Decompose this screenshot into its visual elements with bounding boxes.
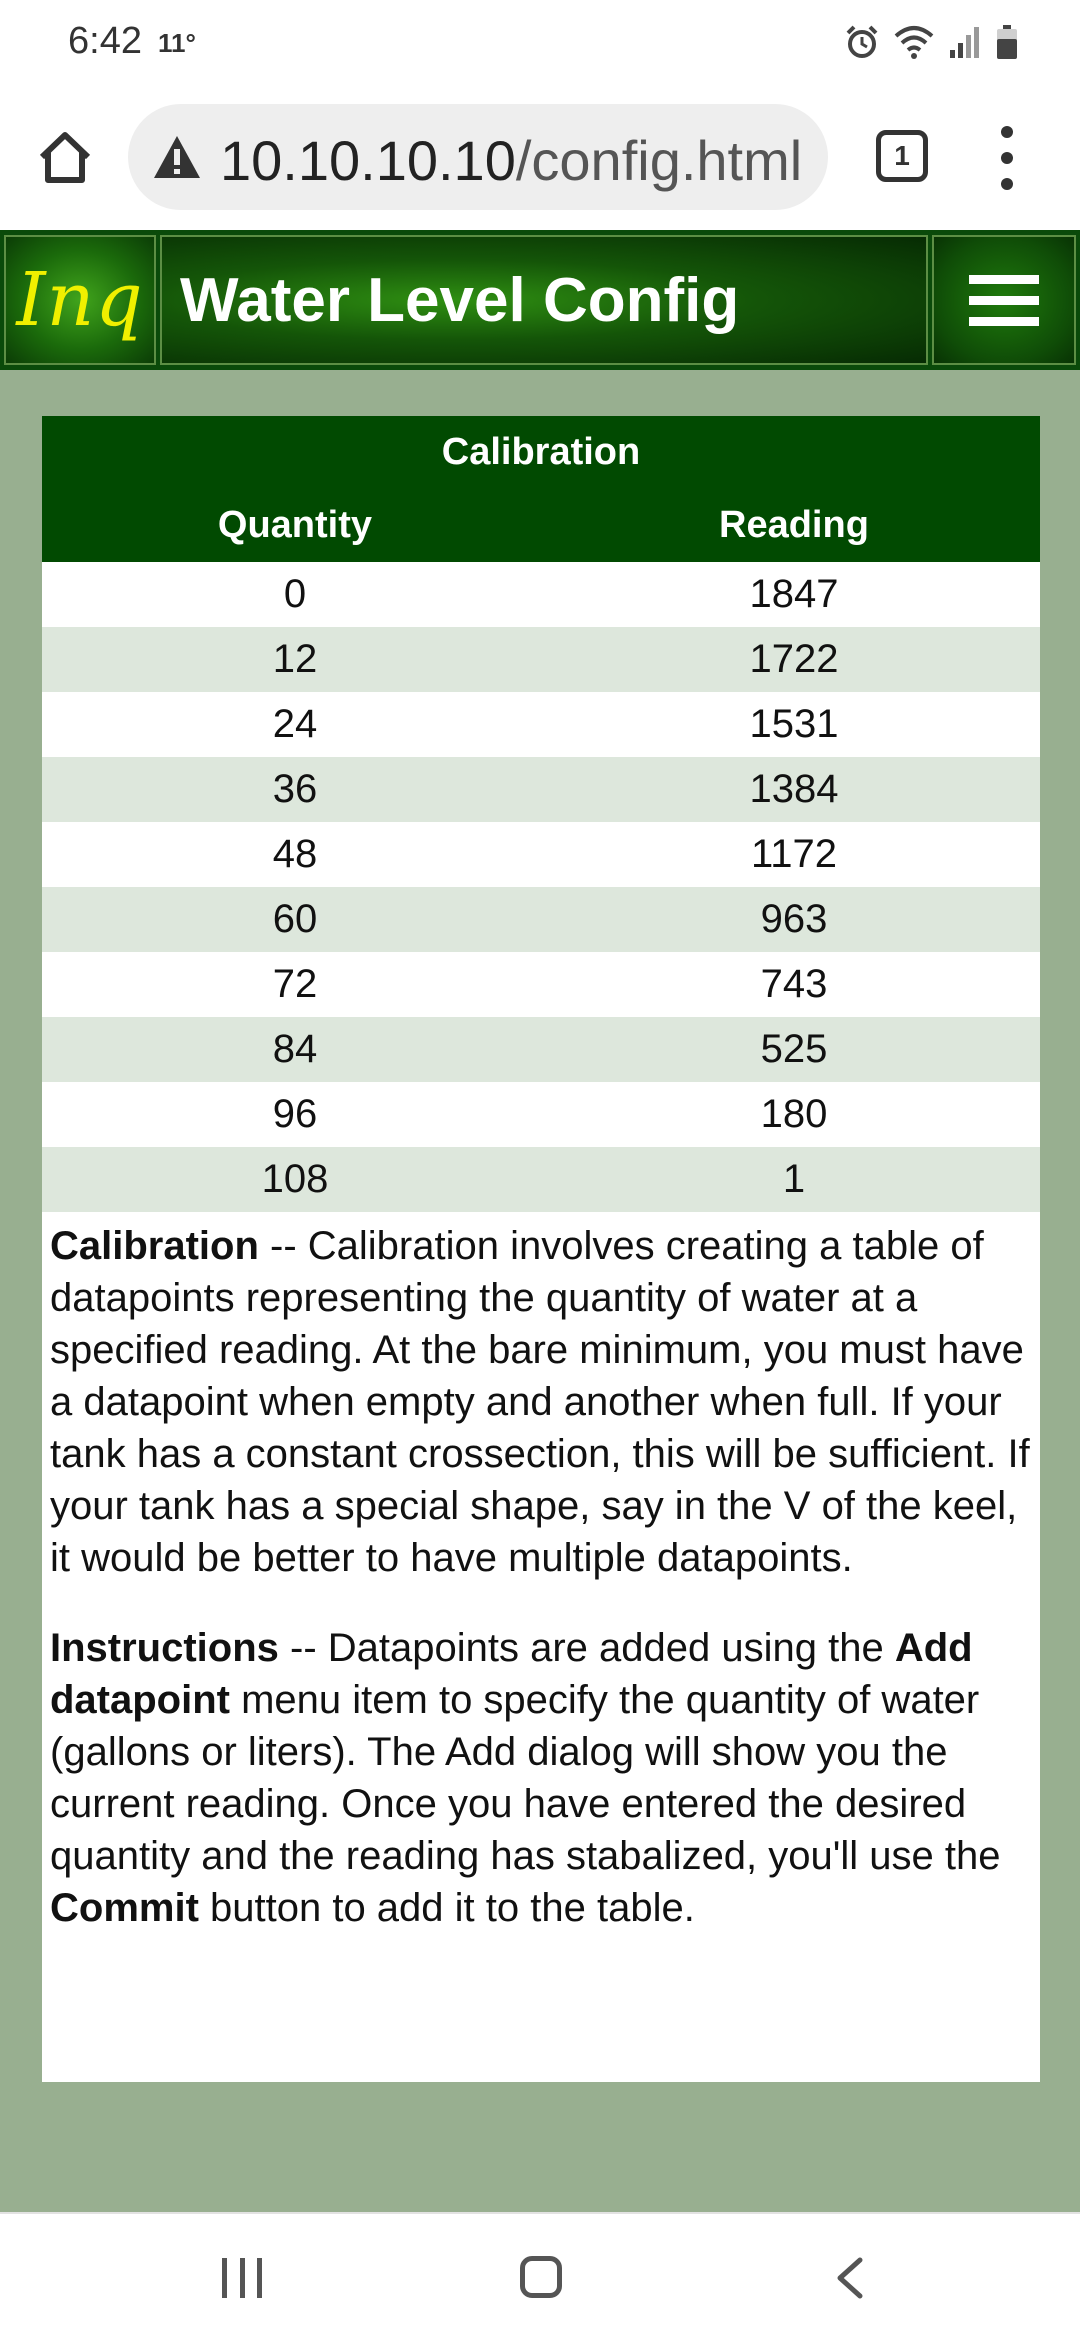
- home-button[interactable]: [30, 122, 100, 192]
- reading-cell: 1384: [548, 757, 1040, 822]
- hamburger-menu-icon[interactable]: [932, 235, 1076, 365]
- app-header: [0, 230, 1080, 370]
- table-row: [42, 1147, 1040, 1212]
- table-row: [42, 757, 1040, 822]
- more-menu-icon[interactable]: [990, 120, 1024, 196]
- add-datapoint-label: Add datapoint: [50, 1626, 973, 1722]
- quantity-cell: 12: [42, 627, 548, 692]
- quantity-cell: 48: [272, 832, 318, 876]
- reading-cell: 963: [548, 887, 1040, 952]
- wifi-icon: [894, 24, 934, 60]
- address-bar[interactable]: [128, 104, 828, 210]
- instructions-text-2: menu item to specify the quantity of water (gallons or liters). The Add dialog will show you the current reading. Once you have entered the desired quantity and the reading has stabalized, you'll use the: [50, 1678, 1001, 1878]
- reading-cell: 1: [548, 1147, 1040, 1212]
- page-title-box: [160, 235, 928, 365]
- calibration-label: Calibration: [50, 1224, 259, 1268]
- reading-cell: 525: [548, 1017, 1040, 1082]
- instructions-label: Instructions: [50, 1626, 279, 1670]
- home-icon: [37, 130, 93, 184]
- quantity-cell: 84: [42, 1017, 548, 1082]
- status-time: 6:42: [68, 20, 142, 62]
- tab-count: 1: [894, 140, 910, 171]
- system-nav-bar: [0, 2212, 1080, 2340]
- page-title: Water Level Config: [180, 265, 740, 335]
- quantity-cell: 0: [283, 572, 307, 616]
- url-text[interactable]: [220, 128, 802, 193]
- url-host: 10.10.10.10: [220, 129, 516, 192]
- quantity-cell: 24: [272, 702, 318, 746]
- table-row: [42, 1017, 1040, 1082]
- reading-cell: 1847: [749, 572, 839, 616]
- calibration-table: [42, 416, 1040, 1212]
- battery-icon: [996, 24, 1018, 60]
- instructions-paragraph: [50, 1622, 1032, 1934]
- reading-cell: 1172: [750, 832, 837, 876]
- tabs-button[interactable]: [876, 130, 928, 182]
- quantity-cell: 36: [42, 757, 548, 822]
- reading-cell: 180: [760, 1092, 828, 1136]
- description: [42, 1212, 1040, 1934]
- quantity-cell: 96: [272, 1092, 318, 1136]
- reading-cell: 743: [760, 962, 828, 1006]
- table-row: [42, 562, 1040, 627]
- page-body: [0, 230, 1080, 2212]
- quantity-cell: 60: [42, 887, 548, 952]
- browser-toolbar: [0, 90, 1080, 230]
- reading-cell: 1722: [548, 627, 1040, 692]
- calibration-paragraph: [50, 1220, 1032, 1584]
- quantity-cell: 72: [272, 962, 318, 1006]
- signal-icon: [948, 24, 982, 60]
- column-header-reading: Reading: [548, 488, 1040, 562]
- warning-icon[interactable]: [152, 134, 202, 180]
- status-bar: [0, 0, 1080, 90]
- nav-home-icon[interactable]: [520, 2256, 562, 2298]
- column-header-quantity: Quantity: [42, 488, 548, 562]
- table-caption: Calibration: [42, 416, 1040, 488]
- table-row: [42, 627, 1040, 692]
- alarm-icon: [844, 24, 880, 60]
- instructions-text-1: -- Datapoints are added using the: [278, 1626, 895, 1670]
- content-card: [42, 416, 1040, 2082]
- commit-label: Commit: [50, 1886, 199, 1930]
- table-row: [42, 822, 1040, 887]
- status-icons: [844, 22, 1018, 62]
- table-row: [42, 1082, 1040, 1147]
- url-path: /config.html: [515, 129, 803, 192]
- recent-apps-icon[interactable]: [222, 2258, 262, 2298]
- table-row: [42, 692, 1040, 757]
- instructions-text-3: button to add it to the table.: [198, 1886, 695, 1930]
- back-icon[interactable]: [830, 2256, 870, 2300]
- reading-cell: 1531: [749, 702, 839, 746]
- status-temperature: 11°: [158, 28, 196, 58]
- quantity-cell: 108: [42, 1147, 548, 1212]
- table-row: [42, 952, 1040, 1017]
- table-row: [42, 887, 1040, 952]
- calibration-text: -- Calibration involves creating a table of datapoints representing the quantity of water at a specified reading. At the bare minimum, you must have a datapoint when empty and another when full. If your tank has a constant crossection, this will be sufficient. If your tank has a special shape, say in the V of the keel, it would be better to have multiple datapoints.: [50, 1224, 1030, 1580]
- logo-text: Inq: [16, 257, 144, 343]
- logo[interactable]: [4, 235, 156, 365]
